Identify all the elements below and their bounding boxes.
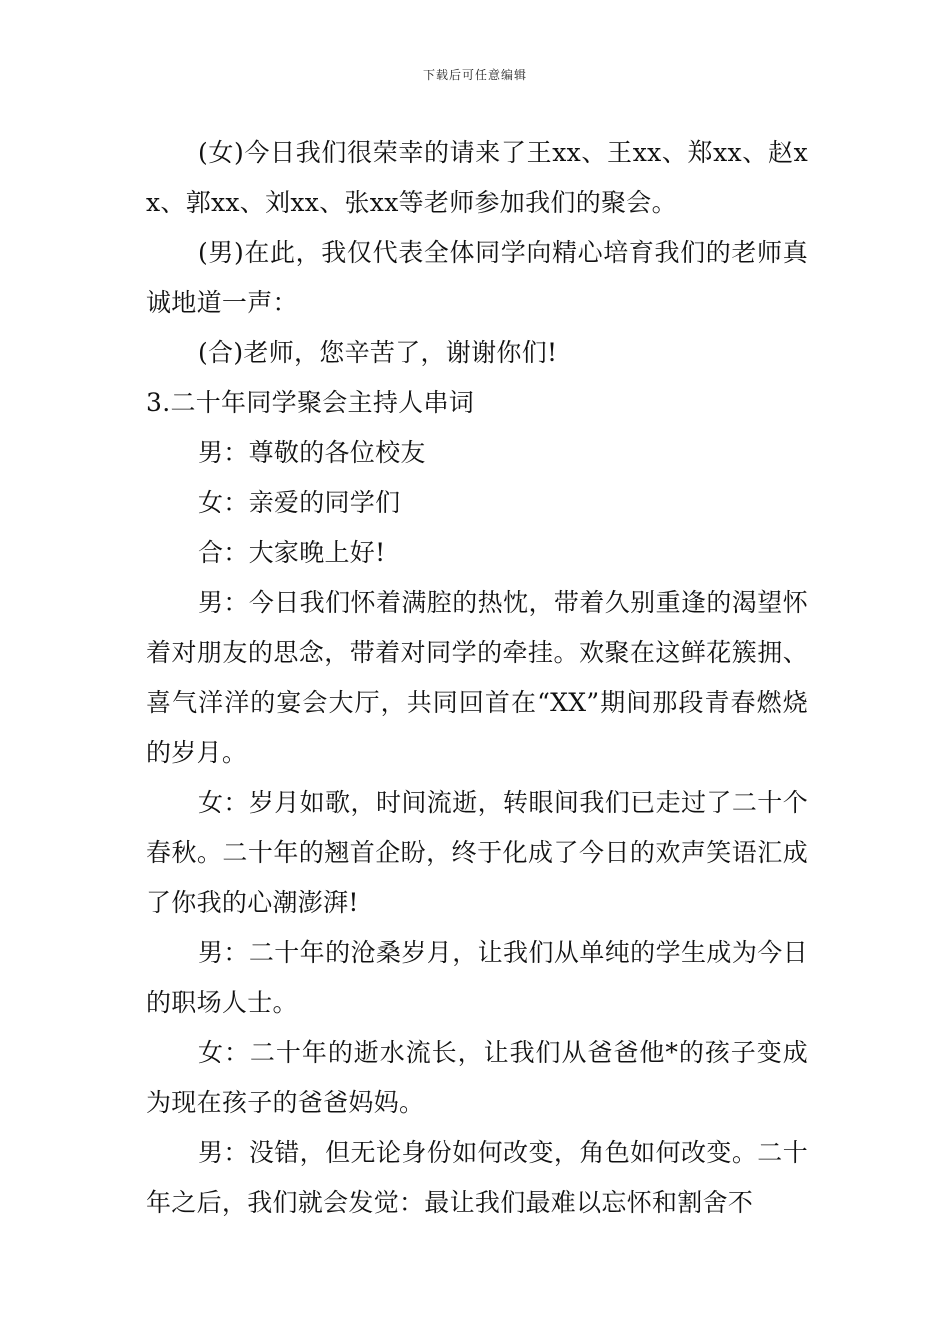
- paragraph: 女：岁月如歌，时间流逝，转眼间我们已走过了二十个春秋。二十年的翘首企盼，终于化成了今日的欢声笑语汇成了你我的心潮澎湃!: [146, 788, 808, 917]
- paragraph: 女：二十年的逝水流长，让我们从爸爸他*的孩子变成为现在孩子的爸爸妈妈。: [146, 1038, 808, 1117]
- paragraph: 男：没错，但无论身份如何改变，角色如何改变。二十年之后，我们就会发觉：最让我们最难以忘怀和割舍不: [146, 1138, 808, 1217]
- paragraph: 男：尊敬的各位校友: [198, 438, 426, 467]
- section-heading: 3.二十年同学聚会主持人串词: [146, 388, 475, 417]
- paragraph: 合：大家晚上好!: [198, 538, 386, 567]
- paragraph: (女)今日我们很荣幸的请来了王xx、王xx、郑xx、赵xx、郭xx、刘xx、张xx等老师参加我们的聚会。: [146, 138, 808, 217]
- header-note: 下载后可任意编辑: [422, 68, 527, 82]
- paragraph: 男：今日我们怀着满腔的热忱，带着久别重逢的渴望怀着对朋友的思念，带着对同学的牵挂。欢聚在这鲜花簇拥、喜气洋洋的宴会大厅，共同回首在“XX”期间那段青春燃烧的岁月。: [146, 588, 808, 767]
- document-body: [146, 128, 808, 1228]
- paragraph: (合)老师，您辛苦了，谢谢你们!: [198, 338, 558, 367]
- paragraph: 男：二十年的沧桑岁月，让我们从单纯的学生成为今日的职场人士。: [146, 938, 808, 1017]
- paragraph: 女：亲爱的同学们: [198, 488, 401, 517]
- paragraph: (男)在此，我仅代表全体同学向精心培育我们的老师真诚地道一声：: [146, 238, 808, 317]
